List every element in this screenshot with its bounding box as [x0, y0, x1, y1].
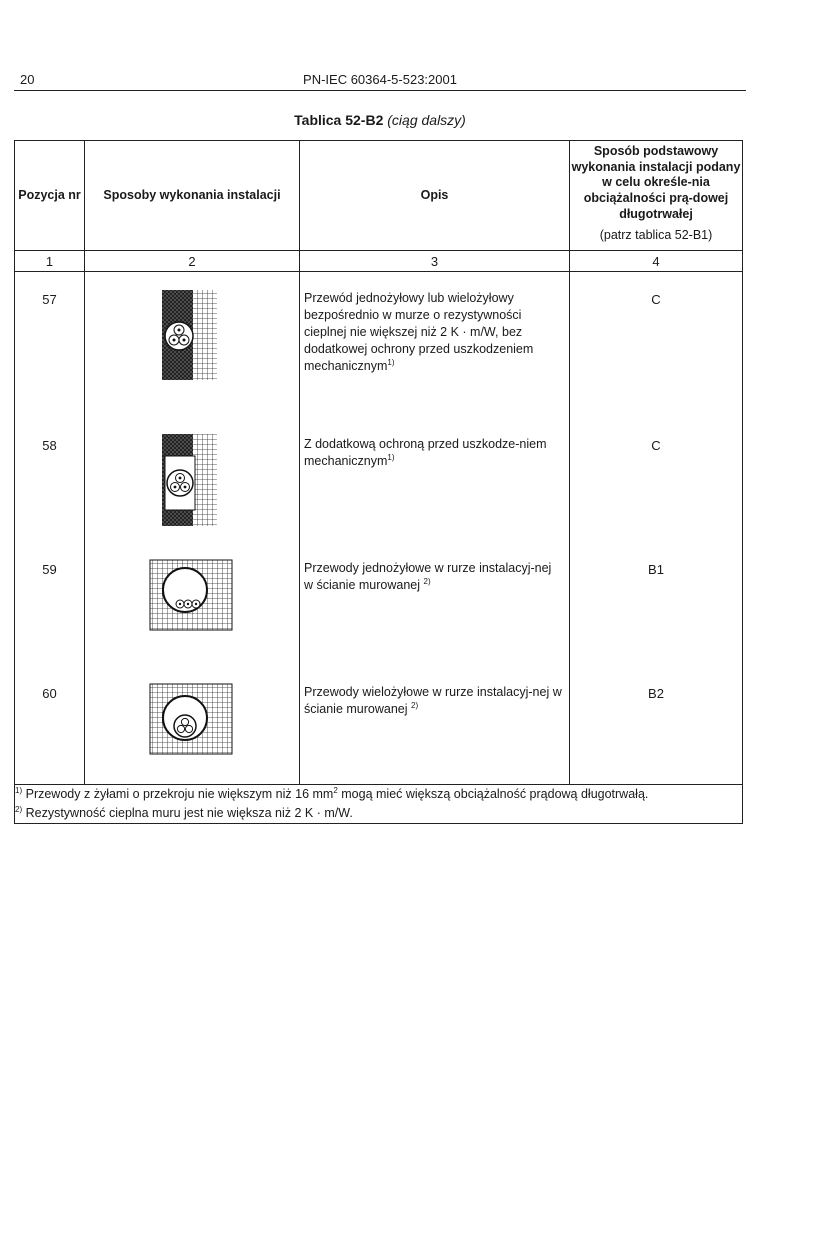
row-reference-method: C: [651, 292, 661, 307]
footnote-mark: 2): [15, 804, 23, 814]
cable-in-wall-protected-icon: [85, 418, 299, 529]
row-reference-method: B2: [648, 686, 664, 701]
single-core-conduit-in-wall-icon: [85, 542, 299, 633]
table-caption: [0, 112, 760, 128]
multi-core-conduit-in-wall-icon: [85, 666, 299, 757]
row-description: [300, 542, 569, 594]
footnote-text: Rezystywność cieplna muru jest nie większa niż 2 K · m/W.: [25, 806, 353, 821]
row-description-text: Przewody wielożyłowe w rurze instalacyj-nej w ścianie murowanej: [304, 685, 562, 717]
column-header-reference-note: (patrz tablica 52-B1): [599, 228, 713, 243]
footnote-ref: 2): [411, 700, 419, 710]
column-header-reference-method: [570, 141, 743, 251]
footnote: [15, 804, 742, 823]
footnote-text-end: mogą mieć większą obciążalność prądową długotrwałą.: [337, 787, 649, 802]
page-number: 20: [20, 72, 35, 87]
row-description: [300, 272, 569, 375]
footnote-ref: 1): [387, 357, 395, 367]
footnote: [15, 785, 742, 804]
column-number: 2: [85, 251, 300, 272]
column-number: 4: [570, 251, 743, 272]
row-description-text: Przewód jednożyłowy lub wielożyłowy bezpośrednio w murze o rezystywności cieplnej nie większej niż 2 K · m/W, bez dodatkowej ochrony przed uszkodzeniem mechanicznym: [304, 291, 534, 373]
footnote-text: Przewody z żyłami o przekroju nie większym niż 16 mm: [25, 787, 334, 802]
row-description-text: Z dodatkową ochroną przed uszkodze-niem mechanicznym: [304, 437, 547, 469]
footnote-ref: 2): [423, 576, 431, 586]
footnote-superscript: 2: [333, 786, 338, 795]
column-header-reference-method-label: Sposób podstawowy wykonania instalacji podany w celu określe-nia obciążalności prą-dowej długotrwałej: [571, 144, 741, 221]
footnote-mark: 1): [15, 786, 23, 795]
row-position: 57: [42, 292, 57, 307]
row-position: 60: [42, 686, 57, 701]
row-description-text: Przewody jednożyłowe w rurze instalacyj-nej w ścianie murowanej: [304, 561, 552, 593]
table-row: [15, 272, 743, 419]
row-position: 58: [42, 438, 57, 453]
table-row: [15, 542, 743, 666]
cable-in-wall-icon: [85, 272, 299, 383]
footnote-ref: 1): [387, 452, 395, 462]
table-continued: (ciąg dalszy): [387, 112, 466, 128]
row-description: [300, 666, 569, 718]
row-position: 59: [42, 562, 57, 577]
row-reference-method: C: [651, 438, 661, 453]
column-number: 1: [15, 251, 85, 272]
column-header-description: Opis: [300, 141, 570, 251]
table-row: [15, 418, 743, 542]
installation-table: [14, 140, 743, 824]
column-header-position: Pozycja nr: [15, 141, 85, 251]
row-reference-method: B1: [648, 562, 664, 577]
standard-id: PN-IEC 60364-5-523:2001: [303, 72, 457, 87]
footnotes: [15, 785, 743, 824]
column-header-methods: Sposoby wykonania instalacji: [85, 141, 300, 251]
page-header: [14, 70, 746, 91]
table-title: Tablica 52-B2: [294, 112, 384, 128]
row-description: [300, 418, 569, 470]
column-number: 3: [300, 251, 570, 272]
table-row: [15, 666, 743, 785]
